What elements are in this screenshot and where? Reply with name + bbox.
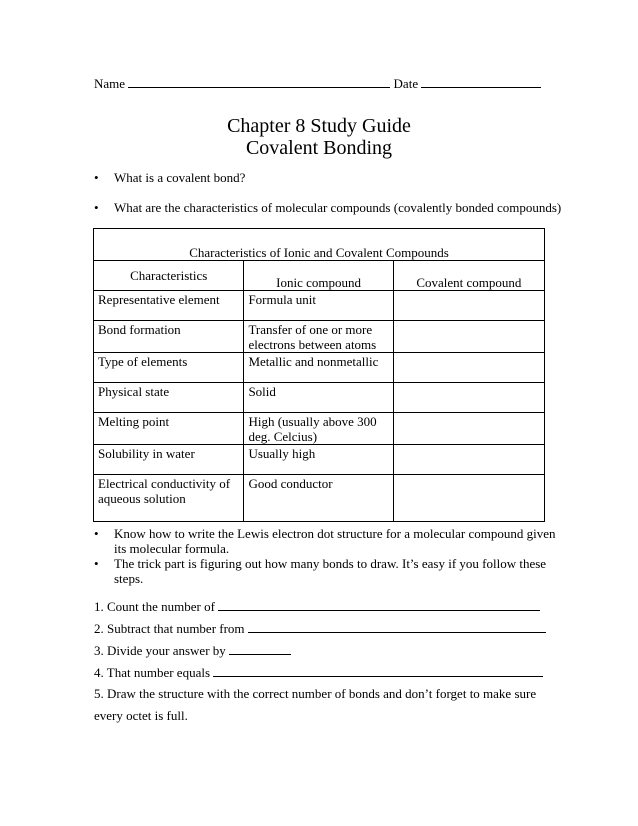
cell-covalent[interactable] <box>393 413 544 445</box>
characteristics-table <box>93 228 545 522</box>
step-5: 5. Draw the structure with the correct number of bonds and don’t forget to make sure <box>94 686 537 701</box>
table-caption: Characteristics of Ionic and Covalent Compounds <box>94 229 545 261</box>
table-header-row <box>94 261 545 291</box>
table-row <box>94 413 545 445</box>
cell-covalent[interactable] <box>393 445 544 475</box>
step-4-blank[interactable] <box>213 664 543 677</box>
cell-characteristic: Type of elements <box>94 353 244 383</box>
table-row <box>94 353 545 383</box>
cell-characteristic: Melting point <box>94 413 244 445</box>
cell-characteristic: Representative element <box>94 291 244 321</box>
bullet-icon: • <box>94 556 99 571</box>
cell-characteristic: Solubility in water <box>94 445 244 475</box>
step-5-continued: every octet is full. <box>94 708 188 723</box>
bullet-icon: • <box>94 200 99 215</box>
step-2: 2. Subtract that number from <box>94 620 546 636</box>
step-3: 3. Divide your answer by <box>94 642 291 658</box>
table-row <box>94 445 545 475</box>
cell-covalent[interactable] <box>393 475 544 522</box>
table-row <box>94 321 545 353</box>
page-subtitle: Covalent Bonding <box>245 137 393 159</box>
cell-covalent[interactable] <box>393 383 544 413</box>
cell-covalent[interactable] <box>393 353 544 383</box>
cell-ionic: Usually high <box>244 445 393 475</box>
cell-ionic: Solid <box>244 383 393 413</box>
name-label: Name <box>94 76 126 91</box>
cell-characteristic: Bond formation <box>94 321 244 353</box>
cell-ionic: Transfer of one or more electrons between atoms <box>244 321 393 353</box>
name-date-line <box>94 75 541 92</box>
header-ionic: Ionic compound <box>244 261 393 291</box>
cell-ionic: High (usually above 300 deg. Celcius) <box>244 413 393 445</box>
header-characteristics: Characteristics <box>94 261 244 291</box>
date-blank[interactable] <box>421 75 541 88</box>
cell-characteristic: Physical state <box>94 383 244 413</box>
table-row <box>94 383 545 413</box>
bullet-icon: • <box>94 526 99 541</box>
step-2-blank[interactable] <box>248 620 546 633</box>
step-1: 1. Count the number of <box>94 598 540 614</box>
date-label: Date <box>393 76 419 91</box>
cell-ionic: Metallic and nonmetallic <box>244 353 393 383</box>
cell-ionic: Good conductor <box>244 475 393 522</box>
step-3-blank[interactable] <box>229 642 291 655</box>
table-row <box>94 475 545 522</box>
bullet-icon: • <box>94 170 99 185</box>
cell-covalent[interactable] <box>393 291 544 321</box>
header-covalent: Covalent compound <box>393 261 544 291</box>
cell-ionic: Formula unit <box>244 291 393 321</box>
table-row <box>94 291 545 321</box>
step-4: 4. That number equals <box>94 664 543 680</box>
cell-covalent[interactable] <box>393 321 544 353</box>
name-blank[interactable] <box>128 75 390 88</box>
cell-characteristic: Electrical conductivity of aqueous solution <box>94 475 244 522</box>
step-1-blank[interactable] <box>218 598 540 611</box>
page-title: Chapter 8 Study Guide <box>227 115 411 137</box>
